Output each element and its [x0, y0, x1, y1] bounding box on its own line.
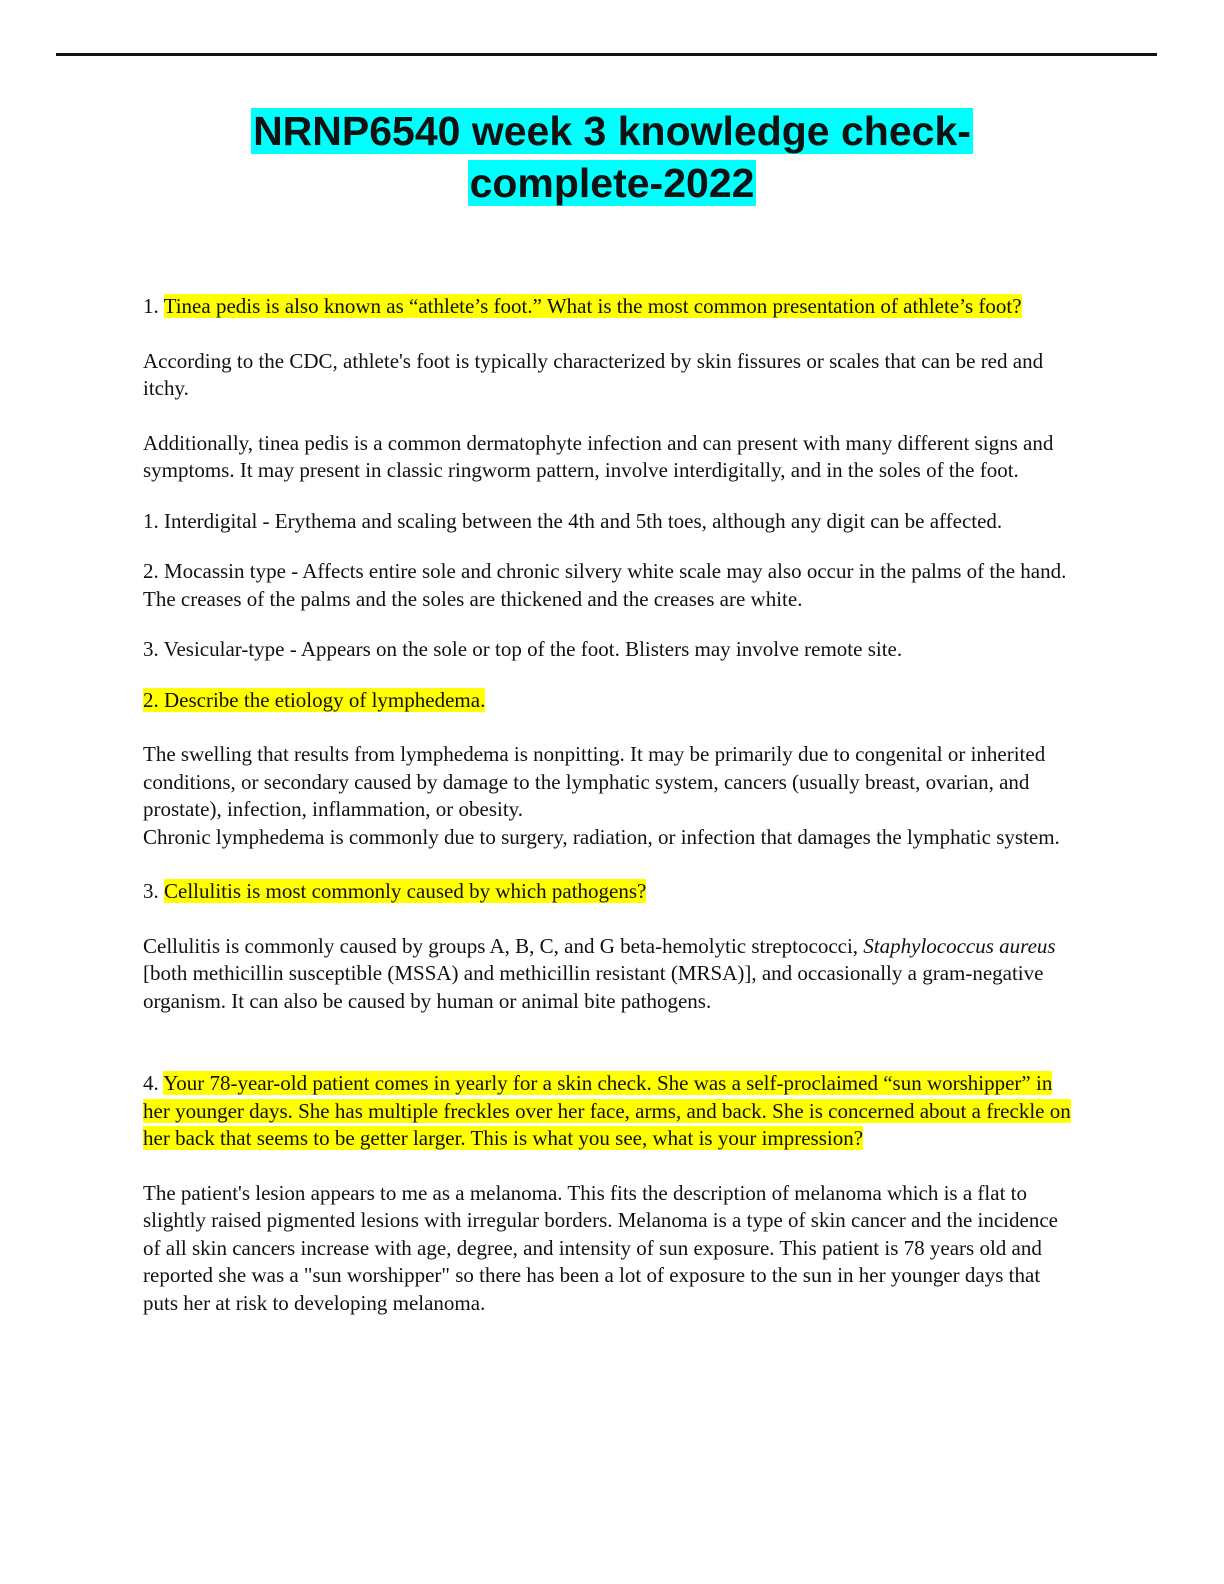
answer-3-part-a: Cellulitis is commonly caused by groups A, B, C, and G beta-hemolytic streptococci,: [143, 933, 864, 958]
question-3: [143, 878, 1073, 906]
answer-2-line-1: The swelling that results from lymphedema is nonpitting. It may be primarily due to congenital or inherited conditions, or secondary caused by damage to the lymphatic system, cancers (usually breast, ovarian, and prostate), infection, inflammation, or obesity.: [143, 742, 1046, 821]
question-1-text: Tinea pedis is also known as “athlete’s foot.” What is the most common presentation of athlete’s foot?: [163, 294, 1022, 318]
answer-1-item-3: 3. Vesicular-type - Appears on the sole or top of the foot. Blisters may involve remote site.: [143, 637, 903, 661]
answer-1-paragraph-2: Additionally, tinea pedis is a common dermatophyte infection and can present with many different signs and symptoms. It may present in classic ringworm pattern, involve interdigitally, and in the soles of the foot.: [143, 430, 1054, 482]
title-line-1: NRNP6540 week 3 knowledge check-: [253, 108, 971, 154]
document-title: [0, 105, 1224, 209]
answer-3-part-b: [both methicillin susceptible (MSSA) and methicillin resistant (MRSA)], and occasionally a gram-negative organism. It can also be caused by human or animal bite pathogens.: [143, 961, 1044, 1013]
title-line-2: complete-2022: [469, 160, 755, 206]
question-1: [143, 293, 1073, 321]
question-4-text: Your 78-year-old patient comes in yearly for a skin check. She was a self-proclaimed “sun worshipper” in her younger days. She has multiple freckles over her face, arms, and back. She is concerned about a freckle on her back that seems to be getter larger. This is what you see, what is your impression?: [143, 1071, 1071, 1150]
answer-3: [143, 933, 1073, 1016]
header-rule: [56, 53, 1157, 56]
question-4: [143, 1070, 1073, 1153]
answer-4: The patient's lesion appears to me as a melanoma. This fits the description of melanoma which is a flat to slightly raised pigmented lesions with irregular borders. Melanoma is a type of skin cancer and the incidence of all skin cancers increase with age, degree, and intensity of sun exposure. This patient is 78 years old and reported she was a "sun worshipper" so there has been a lot of exposure to the sun in her younger days that puts her at risk to developing melanoma.: [143, 1180, 1058, 1315]
question-3-text: Cellulitis is most commonly caused by which pathogens?: [164, 879, 647, 903]
answer-2-line-2: Chronic lymphedema is commonly due to surgery, radiation, or infection that damages the lymphatic system.: [143, 824, 1060, 849]
answer-1-paragraph-1: According to the CDC, athlete's foot is typically characterized by skin fissures or scales that can be red and itchy.: [143, 348, 1044, 400]
question-3-number: 3.: [143, 879, 164, 903]
answer-1-item-2: 2. Mocassin type - Affects entire sole and chronic silvery white scale may also occur in the palms of the hand. The creases of the palms and the soles are thickened and the creases are white.: [143, 559, 1067, 611]
document-body: [143, 293, 1073, 1317]
question-2-text: 2. Describe the etiology of lymphedema.: [143, 687, 486, 712]
answer-3-organism: Staphylococcus aureus: [863, 933, 1056, 958]
question-4-number: 4.: [143, 1071, 164, 1095]
question-1-number: 1.: [143, 294, 164, 318]
question-2: [143, 687, 1073, 715]
answer-1-item-1: 1. Interdigital - Erythema and scaling between the 4th and 5th toes, although any digit can be affected.: [143, 508, 1003, 533]
